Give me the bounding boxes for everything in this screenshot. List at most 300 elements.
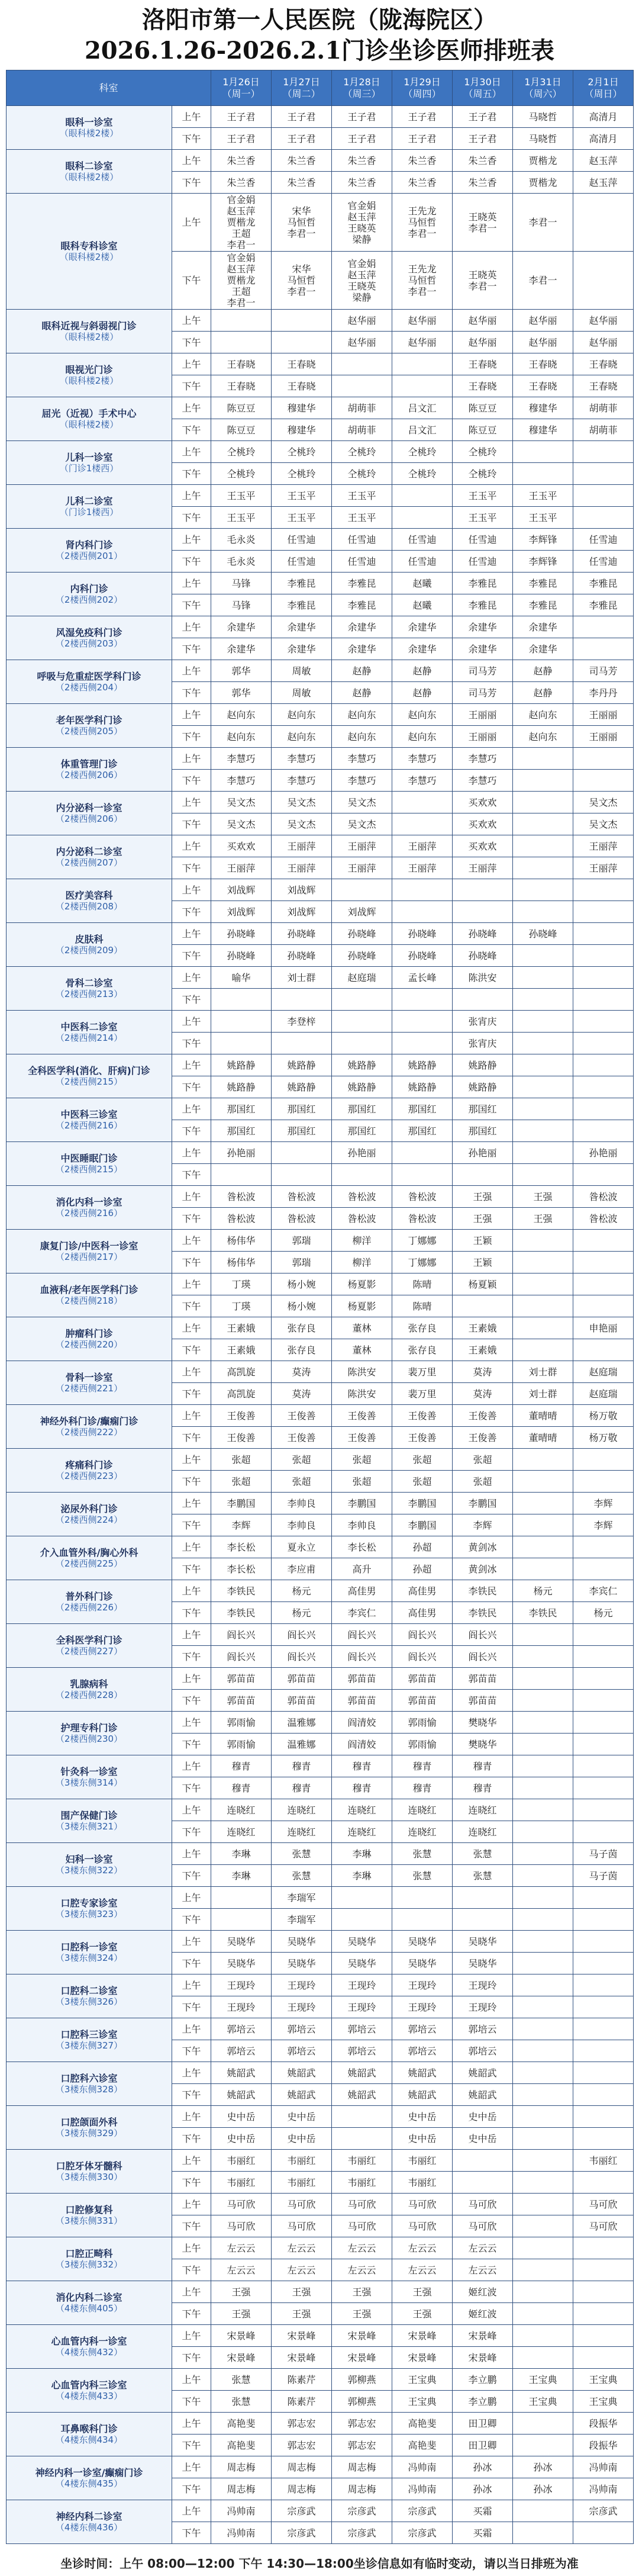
- doctor-cell: 余建华: [211, 638, 272, 660]
- doctor-cell: [513, 770, 573, 792]
- doctor-cell: 赵庭瑞: [332, 967, 392, 989]
- doctor-cell: 王丽萍: [332, 857, 392, 879]
- doctor-cell: [573, 2522, 634, 2544]
- dept-name: 眼科近视与斜弱视门诊: [41, 320, 137, 332]
- doctor-cell: 孙冰: [453, 2456, 513, 2478]
- doctor-cell: 那国红: [211, 1098, 272, 1120]
- doctor-cell: 李立鹏: [453, 2369, 513, 2391]
- dept-location: （3楼东侧326）: [55, 1996, 123, 2007]
- table-row: [7, 1580, 634, 1602]
- dept-location: （2楼西侧215）: [55, 1076, 123, 1087]
- table-row: [7, 1317, 634, 1339]
- doctor-cell: 王玉平: [332, 507, 392, 529]
- doctor-cell: [573, 2237, 634, 2259]
- doctor-cell: [573, 2018, 634, 2040]
- doctor-cell: 莫涛: [453, 1361, 513, 1383]
- slot-afternoon: 下午: [172, 375, 211, 397]
- doctor-cell: [513, 2084, 573, 2106]
- doctor-cell: [513, 1295, 573, 1317]
- doctor-cell: 赵静: [513, 660, 573, 682]
- doctor-cell: 李辉: [573, 1514, 634, 1536]
- doctor-cell: 姚路静: [211, 1076, 272, 1098]
- doctor-cell: 孙艳丽: [211, 1142, 272, 1164]
- dept-cell: [7, 353, 172, 397]
- table-row: [7, 1098, 634, 1120]
- slot-morning: 上午: [172, 967, 211, 989]
- doctor-cell: 宋景峰: [272, 2347, 332, 2369]
- doctor-cell: 马可欣: [453, 2194, 513, 2215]
- doctor-cell: 张超: [453, 1471, 513, 1493]
- slot-afternoon: 下午: [172, 2128, 211, 2150]
- doctor-cell: [513, 1734, 573, 1755]
- doctor-cell: 吴晓华: [392, 1931, 453, 1953]
- dept-location: （门诊1楼西）: [59, 462, 119, 474]
- doctor-cell: 王春晓: [513, 353, 573, 375]
- slot-morning: 上午: [172, 150, 211, 172]
- slot-morning: 上午: [172, 1449, 211, 1471]
- doctor-cell: [513, 2172, 573, 2194]
- doctor-cell: 吕文汇: [392, 397, 453, 419]
- doctor-cell: [513, 1252, 573, 1273]
- slot-morning: 上午: [172, 485, 211, 507]
- doctor-cell: 郭苗苗: [453, 1668, 513, 1690]
- slot-morning: 上午: [172, 792, 211, 813]
- doctor-cell: 王强: [332, 2303, 392, 2325]
- doctor-cell: 王春晓: [513, 375, 573, 397]
- slot-afternoon: 下午: [172, 419, 211, 441]
- doctor-cell: 郭志宏: [272, 2413, 332, 2435]
- doctor-cell: 阎长兴: [453, 1624, 513, 1646]
- doctor-cell: [573, 2303, 634, 2325]
- doctor-cell: [513, 2303, 573, 2325]
- doctor-cell: 买霜: [453, 2500, 513, 2522]
- doctor-cell: [573, 1120, 634, 1142]
- doctor-cell: 孙晓峰: [272, 945, 332, 967]
- doctor-cell: 马可欣: [272, 2215, 332, 2237]
- doctor-cell: 王玉平: [453, 507, 513, 529]
- day-weekday: （周六）: [524, 88, 562, 99]
- slot-morning: 上午: [172, 1668, 211, 1690]
- dept-name: 护理专科门诊: [60, 1722, 118, 1734]
- doctor-cell: 胡萌菲: [573, 419, 634, 441]
- slot-afternoon: 下午: [172, 2435, 211, 2456]
- dept-name: 泌尿外科门诊: [60, 1503, 118, 1514]
- doctor-cell: 王强: [392, 2303, 453, 2325]
- dept-cell: [7, 150, 172, 194]
- doctor-cell: 冯帅南: [392, 2478, 453, 2500]
- slot-morning: 上午: [172, 1317, 211, 1339]
- doctor-cell: 宗彦武: [272, 2500, 332, 2522]
- doctor-cell: 朱兰香: [211, 172, 272, 194]
- doctor-cell: [573, 2040, 634, 2062]
- doctor-cell: [513, 879, 573, 901]
- doctor-cell: 姬红波: [453, 2303, 513, 2325]
- table-row: [7, 485, 634, 507]
- doctor-cell: [272, 332, 332, 353]
- doctor-cell: 马可欣: [332, 2194, 392, 2215]
- doctor-cell: 余建华: [513, 638, 573, 660]
- slot-afternoon: 下午: [172, 1865, 211, 1887]
- doctor-cell: 史中岳: [453, 2106, 513, 2128]
- slot-morning: 上午: [172, 1098, 211, 1120]
- doctor-cell: 姚韶武: [453, 2084, 513, 2106]
- doctor-cell: 王丽萍: [211, 857, 272, 879]
- doctor-cell: [211, 1011, 272, 1033]
- dept-location: （2楼西侧225）: [55, 1558, 123, 1569]
- dept-location: （3楼东侧321）: [55, 1821, 123, 1832]
- doctor-cell: [332, 1011, 392, 1033]
- doctor-cell: 赵向东: [332, 704, 392, 726]
- doctor-cell: 昝松波: [573, 1186, 634, 1208]
- doctor-cell: 王玉平: [513, 485, 573, 507]
- doctor-cell: 余建华: [211, 616, 272, 638]
- doctor-cell: 王现玲: [272, 1996, 332, 2018]
- slot-morning: 上午: [172, 2325, 211, 2347]
- doctor-cell: [513, 2259, 573, 2281]
- doctor-cell: 陈晴: [392, 1295, 453, 1317]
- dept-location: （2楼西侧216）: [55, 1207, 123, 1218]
- day-weekday: （周三）: [343, 88, 381, 99]
- doctor-cell: 郭培云: [272, 2018, 332, 2040]
- doctor-cell: 郭苗苗: [453, 1690, 513, 1712]
- doctor-cell: [513, 1974, 573, 1996]
- doctor-cell: [513, 1054, 573, 1076]
- doctor-cell: [392, 507, 453, 529]
- doctor-cell: 王玉平: [513, 507, 573, 529]
- doctor-cell: 昝松波: [332, 1208, 392, 1230]
- doctor-cell: 韦丽红: [392, 2172, 453, 2194]
- doctor-cell: 毛永炎: [211, 529, 272, 551]
- doctor-cell: 周志梅: [332, 2478, 392, 2500]
- doctor-cell: 郭苗苗: [392, 1668, 453, 1690]
- doctor-cell: 史中岳: [392, 2106, 453, 2128]
- doctor-cell: [513, 2018, 573, 2040]
- slot-afternoon: 下午: [172, 726, 211, 748]
- doctor-cell: 宗彦武: [392, 2500, 453, 2522]
- doctor-cell: 李琳: [211, 1843, 272, 1865]
- dept-name: 老年医学科门诊: [56, 714, 122, 726]
- doctor-cell: [513, 945, 573, 967]
- doctor-cell: [332, 989, 392, 1011]
- doctor-cell: [211, 1909, 272, 1931]
- doctor-cell: [573, 1909, 634, 1931]
- doctor-cell: 左云云: [332, 2237, 392, 2259]
- doctor-cell: 赵华丽: [453, 332, 513, 353]
- doctor-cell: 李雅昆: [573, 594, 634, 616]
- doctor-cell: 宋景峰: [272, 2325, 332, 2347]
- doctor-cell: 莫涛: [272, 1383, 332, 1405]
- slot-afternoon: 下午: [172, 1734, 211, 1755]
- doctor-cell: 朱兰香: [211, 150, 272, 172]
- doctor-cell: [453, 1887, 513, 1909]
- doctor-cell: [573, 1974, 634, 1996]
- table-row: [7, 2237, 634, 2259]
- table-row: [7, 660, 634, 682]
- doctor-cell: 赵向东: [513, 726, 573, 748]
- doctor-cell: [573, 441, 634, 463]
- doctor-cell: 王玉平: [211, 485, 272, 507]
- doctor-cell: 朱兰香: [272, 172, 332, 194]
- doctor-cell: [573, 1668, 634, 1690]
- dept-cell: [7, 310, 172, 353]
- dept-location: （眼科楼2楼）: [59, 251, 119, 262]
- doctor-cell: 王丽丽: [453, 704, 513, 726]
- table-row: [7, 2281, 634, 2303]
- day-date: 1月26日: [222, 76, 260, 88]
- slot-afternoon: 下午: [172, 2215, 211, 2237]
- doctor-cell: 丁瑛: [211, 1273, 272, 1295]
- doctor-cell: 张慧: [211, 2369, 272, 2391]
- dept-location: （4楼东侧435）: [55, 2478, 123, 2489]
- doctor-cell: [573, 945, 634, 967]
- doctor-cell: 郭志宏: [332, 2435, 392, 2456]
- doctor-cell: 司马芳: [573, 660, 634, 682]
- doctor-cell: [573, 967, 634, 989]
- slot-morning: 上午: [172, 1624, 211, 1646]
- doctor-cell: 郭培云: [211, 2040, 272, 2062]
- doctor-cell: 王宝典: [573, 2391, 634, 2413]
- dept-location: （3楼东侧324）: [55, 1952, 123, 1963]
- slot-afternoon: 下午: [172, 945, 211, 967]
- dept-location: （2楼西侧224）: [55, 1514, 123, 1525]
- doctor-cell: 王子君: [392, 106, 453, 128]
- doctor-cell: 宗彦武: [573, 2500, 634, 2522]
- doctor-cell: 张慧: [392, 1843, 453, 1865]
- doctor-cell: [513, 1076, 573, 1098]
- doctor-cell: 穆建华: [272, 397, 332, 419]
- dept-name: 普外科门诊: [65, 1590, 113, 1602]
- slot-afternoon: 下午: [172, 1646, 211, 1668]
- slot-morning: 上午: [172, 573, 211, 594]
- doctor-cell: [513, 1646, 573, 1668]
- doctor-cell: 宗彦武: [332, 2500, 392, 2522]
- slot-afternoon: 下午: [172, 332, 211, 353]
- doctor-cell: 高艳斐: [211, 2435, 272, 2456]
- doctor-cell: 黄剑冰: [453, 1558, 513, 1580]
- doctor-cell: 穆青: [332, 1755, 392, 1777]
- day-header: [513, 70, 573, 106]
- doctor-cell: 赵华丽: [392, 310, 453, 332]
- doctor-cell: 王宝典: [513, 2369, 573, 2391]
- doctor-cell: 王强: [392, 2281, 453, 2303]
- doctor-cell: [573, 1536, 634, 1558]
- slot-morning: 上午: [172, 1361, 211, 1383]
- day-weekday: （周二）: [282, 88, 321, 99]
- doctor-cell: 王素娥: [453, 1317, 513, 1339]
- doctor-cell: [573, 1011, 634, 1033]
- doctor-cell: 段振华: [573, 2435, 634, 2456]
- doctor-cell: [573, 1821, 634, 1843]
- doctor-cell: 仝桃玲: [392, 463, 453, 485]
- doctor-cell: 王现玲: [453, 1996, 513, 2018]
- dept-name: 疼痛科门诊: [65, 1459, 113, 1471]
- doctor-cell: 仝桃玲: [272, 463, 332, 485]
- doctor-cell: 张宵庆: [453, 1011, 513, 1033]
- doctor-cell: 李鹏国: [453, 1493, 513, 1514]
- doctor-cell: 李鹏国: [392, 1493, 453, 1514]
- doctor-cell: 仝桃玲: [211, 463, 272, 485]
- dept-cell: [7, 1755, 172, 1799]
- doctor-cell: 那国红: [453, 1120, 513, 1142]
- doctor-cell: 贾楷龙: [513, 172, 573, 194]
- slot-afternoon: 下午: [172, 770, 211, 792]
- table-row: [7, 1493, 634, 1514]
- doctor-cell: [392, 901, 453, 923]
- doctor-cell: [392, 375, 453, 397]
- dept-location: （2楼西侧220）: [55, 1339, 123, 1350]
- doctor-cell: 孙冰: [453, 2478, 513, 2500]
- doctor-cell: [513, 2237, 573, 2259]
- dept-name: 屈光（近视）手术中心: [41, 407, 137, 419]
- dept-location: （2楼西侧227）: [55, 1645, 123, 1657]
- doctor-cell: 王现玲: [392, 1974, 453, 1996]
- doctor-cell: 史中岳: [211, 2106, 272, 2128]
- slot-morning: 上午: [172, 1142, 211, 1164]
- doctor-cell: 余建华: [272, 616, 332, 638]
- doctor-cell: [573, 1887, 634, 1909]
- doctor-cell: 王俊善: [392, 1427, 453, 1449]
- doctor-cell: 司马芳: [453, 660, 513, 682]
- doctor-cell: 王强: [211, 2281, 272, 2303]
- doctor-cell: [513, 2150, 573, 2172]
- table-row: [7, 1405, 634, 1427]
- doctor-cell: 姚韶武: [392, 2084, 453, 2106]
- doctor-cell: 王素娥: [211, 1339, 272, 1361]
- doctor-cell: [211, 332, 272, 353]
- slot-afternoon: 下午: [172, 1558, 211, 1580]
- doctor-cell: 任雪迪: [453, 529, 513, 551]
- doctor-cell: 史中岳: [211, 2128, 272, 2150]
- table-row: [7, 2106, 634, 2128]
- doctor-cell: 王俊善: [272, 1427, 332, 1449]
- doctor-cell: [573, 1624, 634, 1646]
- doctor-cell: [332, 2106, 392, 2128]
- doctor-cell: 孙晓峰: [513, 923, 573, 945]
- doctor-cell: 仝桃玲: [332, 441, 392, 463]
- doctor-cell: 王强: [211, 2303, 272, 2325]
- table-row: [7, 2062, 634, 2084]
- doctor-cell: 郭培云: [332, 2018, 392, 2040]
- doctor-cell: 韦丽红: [272, 2172, 332, 2194]
- doctor-cell: 丁瑛: [211, 1295, 272, 1317]
- doctor-cell: 申艳丽: [573, 1317, 634, 1339]
- doctor-cell: 姚路静: [211, 1054, 272, 1076]
- doctor-cell: 官金娟 赵玉萍 王晓英 梁静: [332, 252, 392, 310]
- doctor-cell: 李琳: [211, 1865, 272, 1887]
- dept-location: （2楼西侧206）: [55, 769, 123, 780]
- dept-location: （2楼西侧208）: [55, 901, 123, 912]
- doctor-cell: 董晴晴: [513, 1427, 573, 1449]
- doctor-cell: 李铁民: [453, 1580, 513, 1602]
- doctor-cell: [513, 989, 573, 1011]
- doctor-cell: [513, 1865, 573, 1887]
- slot-afternoon: 下午: [172, 1164, 211, 1186]
- doctor-cell: 李铁民: [211, 1580, 272, 1602]
- doctor-cell: [392, 813, 453, 835]
- doctor-cell: 杨元: [272, 1602, 332, 1624]
- doctor-cell: 张存良: [392, 1317, 453, 1339]
- doctor-cell: 张存良: [392, 1339, 453, 1361]
- doctor-cell: 马可欣: [211, 2215, 272, 2237]
- doctor-cell: [272, 1033, 332, 1054]
- doctor-cell: 任雪迪: [332, 529, 392, 551]
- dept-name: 消化内科一诊室: [56, 1196, 122, 1208]
- doctor-cell: 李雅昆: [513, 573, 573, 594]
- doctor-cell: 王丽萍: [272, 835, 332, 857]
- doctor-cell: 仝桃玲: [211, 441, 272, 463]
- doctor-cell: [453, 1295, 513, 1317]
- doctor-cell: 穆青: [211, 1777, 272, 1799]
- doctor-cell: 王强: [513, 1208, 573, 1230]
- slot-morning: 上午: [172, 2150, 211, 2172]
- doctor-cell: 姚韶武: [211, 2062, 272, 2084]
- doctor-cell: 孙晓峰: [272, 923, 332, 945]
- doctor-cell: 韦丽红: [211, 2172, 272, 2194]
- doctor-cell: 李慧巧: [392, 770, 453, 792]
- doctor-cell: 任雪迪: [573, 529, 634, 551]
- doctor-cell: 李慧巧: [211, 770, 272, 792]
- dept-name: 口腔颌面外科: [60, 2116, 118, 2128]
- dept-location: （眼科楼2楼）: [59, 331, 119, 342]
- doctor-cell: 孙晓峰: [392, 923, 453, 945]
- dept-name: 针灸科一诊室: [60, 1765, 118, 1777]
- slot-afternoon: 下午: [172, 2084, 211, 2106]
- dept-name: 中医科三诊室: [60, 1108, 118, 1120]
- dept-cell: [7, 1011, 172, 1054]
- doctor-cell: 杨小婉: [272, 1295, 332, 1317]
- doctor-cell: 李君一: [513, 194, 573, 252]
- day-date: 2月1日: [588, 76, 619, 88]
- dept-cell: [7, 616, 172, 660]
- doctor-cell: 王子君: [332, 128, 392, 150]
- doctor-cell: 那国红: [392, 1098, 453, 1120]
- dept-name: 心血管内科一诊室: [51, 2335, 127, 2347]
- doctor-cell: 左云云: [392, 2259, 453, 2281]
- doctor-cell: 姚路静: [453, 1054, 513, 1076]
- dept-location: （3楼东侧329）: [55, 2127, 123, 2138]
- table-row: [7, 529, 634, 551]
- doctor-cell: 王子君: [211, 128, 272, 150]
- doctor-cell: [513, 2325, 573, 2347]
- dept-location: （2楼西侧203）: [55, 638, 123, 649]
- slot-morning: 上午: [172, 1405, 211, 1427]
- dept-cell: [7, 879, 172, 923]
- dept-name: 体重管理门诊: [60, 758, 118, 770]
- slot-morning: 上午: [172, 1843, 211, 1865]
- dept-location: （4楼东侧405）: [55, 2302, 123, 2314]
- doctor-cell: 冯帅南: [573, 2456, 634, 2478]
- doctor-cell: 杨万敬: [573, 1405, 634, 1427]
- slot-morning: 上午: [172, 2500, 211, 2522]
- doctor-cell: [332, 1909, 392, 1931]
- doctor-cell: [211, 1164, 272, 1186]
- hospital-name: 洛阳市第一人民医院（陇海院区）: [142, 6, 497, 34]
- doctor-cell: 李雅昆: [332, 573, 392, 594]
- slot-morning: 上午: [172, 2237, 211, 2259]
- doctor-cell: 喻华: [211, 967, 272, 989]
- dept-name: 眼科二诊室: [65, 160, 113, 172]
- doctor-cell: 裴万里: [392, 1361, 453, 1383]
- doctor-cell: 马子茵: [573, 1843, 634, 1865]
- dept-name: 口腔修复科: [65, 2204, 113, 2215]
- slot-afternoon: 下午: [172, 1777, 211, 1799]
- dept-cell: [7, 1668, 172, 1712]
- day-date: 1月31日: [524, 76, 561, 88]
- dept-cell: [7, 2237, 172, 2281]
- doctor-cell: 董林: [332, 1317, 392, 1339]
- doctor-cell: 郭培云: [392, 2018, 453, 2040]
- table-row: [7, 2456, 634, 2478]
